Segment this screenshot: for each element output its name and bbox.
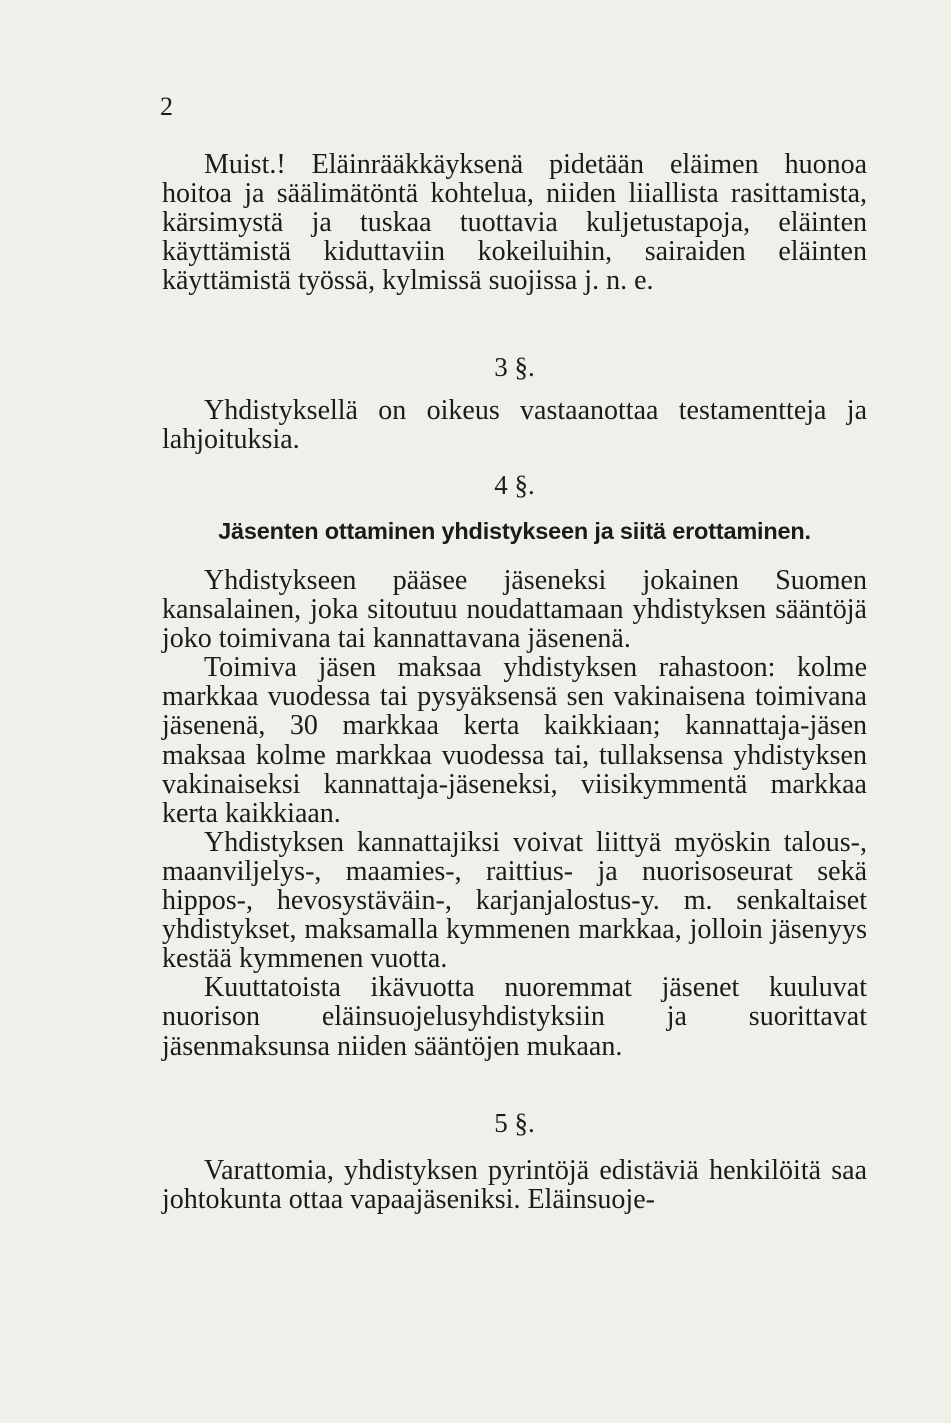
section-5-body: [162, 1156, 867, 1214]
page-number: 2: [160, 92, 173, 121]
section-4-paragraph: Toimiva jäsen maksaa yhdistyksen rahastoon: kolme markkaa vuodessa tai pysyäksensä sen vakinaisena toimivana jäsenenä, 30 markkaa kerta kaikkiaan; kannattaja-jäsen maksaa kolme markkaa vuodessa tai, tullaksensa yhdistyksen vakinaiseksi kannattaja-jäseneksi, viisikymmentä markkaa kerta kaikkiaan.: [162, 652, 867, 829]
section-4-body: [162, 566, 867, 1061]
section-5-mark: 5 §.: [494, 1108, 535, 1138]
section-4-paragraph: Yhdistyksen kannattajiksi voivat liittyä myöskin talous-, maanviljelys-, maamies-, raittius- ja nuorisoseurat sekä hippos-, hevosystäväin-, karjanjalostus-y. m. senkaltaiset yhdistykset, maksamalla kymmenen markkaa, jolloin jäsenyys kestää kymmenen vuotta.: [162, 826, 867, 975]
section-3-body: [162, 396, 867, 454]
section-4-paragraph: Kuuttatoista ikävuotta nuoremmat jäsenet kuuluvat nuorison eläinsuojelusyhdistyksiin ja suorittavat jäsenmaksunsa niiden sääntöjen mukaan.: [162, 972, 867, 1062]
section-3-mark: 3 §.: [494, 352, 535, 382]
section-4-paragraph: Yhdistykseen pääsee jäseneksi jokainen Suomen kansalainen, joka sitoutuu noudattamaan yhdistyksen sääntöjä joko toimivana tai kannattavana jäsenenä.: [162, 565, 867, 655]
section-3-text: Yhdistyksellä on oikeus vastaanottaa testamentteja ja lahjoituksia.: [162, 395, 867, 456]
footnote-block: [162, 150, 867, 295]
section-4-heading: Jäsenten ottaminen yhdistykseen ja siitä erottaminen.: [218, 518, 811, 544]
section-4-mark: 4 §.: [494, 470, 535, 500]
footnote-text: Muist.! Eläinrääkkäyksenä pidetään eläimen huonoa hoitoa ja säälimätöntä kohtelua, niiden liiallista rasittamista, kärsimystä ja tuskaa tuottavia kuljetustapoja, eläinten käyttämistä kiduttaviin kokeiluihin, sairaiden eläinten käyttämistä työssä, kylmissä suojissa j. n. e.: [162, 149, 867, 297]
section-5-text: Varattomia, yhdistyksen pyrintöjä edistäviä henkilöitä saa johtokunta ottaa vapaajäseniksi. Eläinsuoje-: [162, 1155, 867, 1216]
